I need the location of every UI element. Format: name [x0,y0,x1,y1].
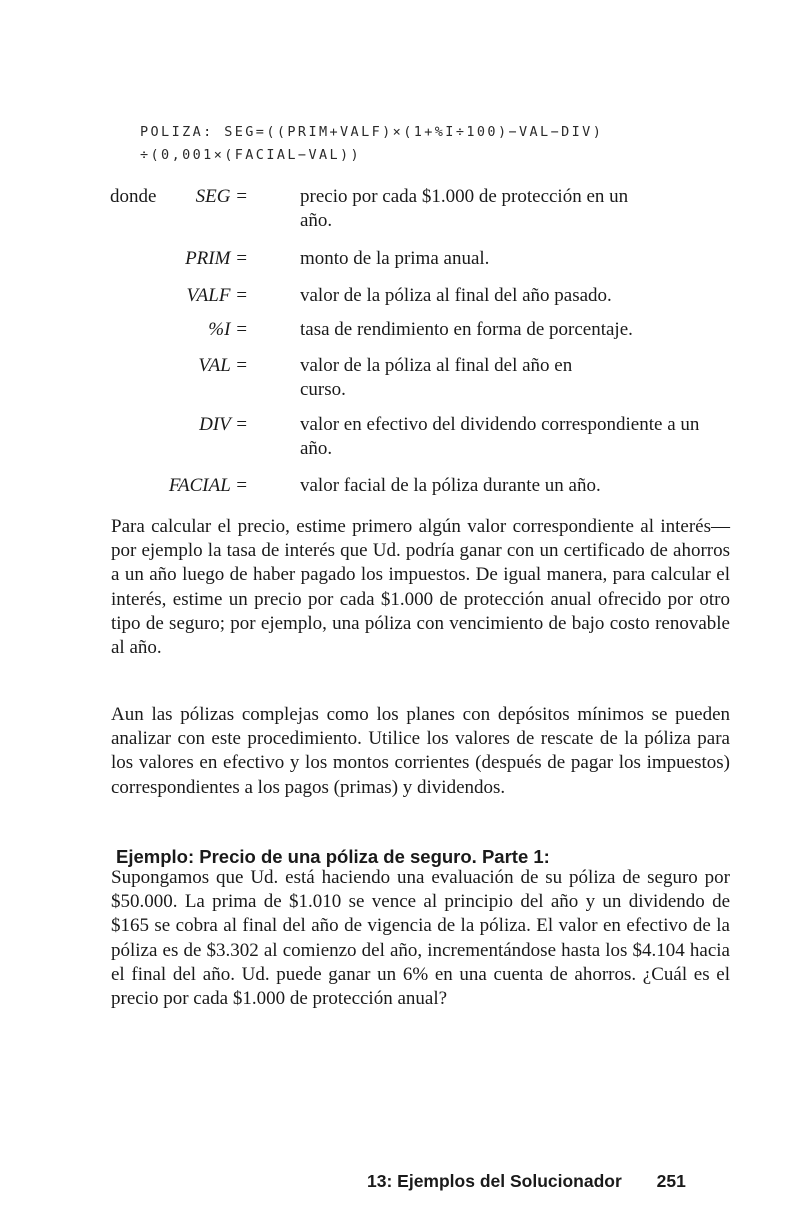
definition-desc: valor facial de la póliza durante un año. [300,475,601,496]
definition-term: VAL = [198,355,248,376]
definition-term: SEG = [195,186,248,207]
where-label: donde [110,186,157,207]
paragraph-complex-policies: Aun las pólizas complejas como los planes con depósitos mínimos se pueden analizar con este procedimiento. Utilice los valores de rescate de la póliza para los valores en efectivo y los montos corrientes (después de pagar los impuestos) correspondientes a los pagos (primas) y dividendos. [111,704,730,798]
definition-term: %I = [208,319,248,340]
definition-term: VALF = [186,285,248,306]
example-heading: Ejemplo: Precio de una póliza de seguro. Parte 1: [116,846,550,867]
paragraph-price-estimate: Para calcular el precio, estime primero algún valor correspondiente al interés—por ejemplo la tasa de interés que Ud. podría ganar con un certificado de ahorros a un año luego de haber pagado los impuestos. De igual manera, para calcular el interés, estime un precio por cada $1.000 de protección anual ofrecido por otro tipo de seguro; por ejemplo, una póliza con vencimiento de bajo costo renovable al año. [111,516,730,659]
definition-desc: precio por cada $1.000 de protección en un año. [300,186,629,231]
paragraph-example: Supongamos que Ud. está haciendo una evaluación de su póliza de seguro por $50.000. La prima de $1.010 se vence al principio del año y un dividendo de $165 se cobra al final del año de vigencia de la póliza. El valor en efectivo de la póliza es de $3.302 al comienzo del año, incrementándose hasta los $4.104 hacia el final del año. Ud. puede ganar un 6% en una cuenta de ahorros. ¿Cuál es el precio por cada $1.000 de protección anual? [111,867,730,1010]
definition-desc: monto de la prima anual. [300,248,490,269]
page-footer [367,1171,686,1192]
definition-desc: valor de la póliza al final del año pasado. [300,285,612,306]
definition-term: PRIM = [185,248,248,269]
formula-line-2: ÷(0,001×(FACIAL−VAL)) [140,147,362,163]
definition-term: DIV = [199,414,248,435]
poliza-formula [140,121,603,167]
chapter-title: 13: Ejemplos del Solucionador [367,1171,622,1191]
definition-desc: tasa de rendimiento en forma de porcentaje. [300,319,633,340]
definition-desc: valor en efectivo del dividendo correspondiente a un año. [300,414,700,459]
definition-desc: valor de la póliza al final del año en curso. [300,355,573,400]
definition-term: FACIAL = [168,475,248,496]
formula-line-1: POLIZA: SEG=((PRIM+VALF)×(1+%I÷100)−VAL−DIV) [140,124,604,140]
page-number: 251 [656,1171,686,1191]
